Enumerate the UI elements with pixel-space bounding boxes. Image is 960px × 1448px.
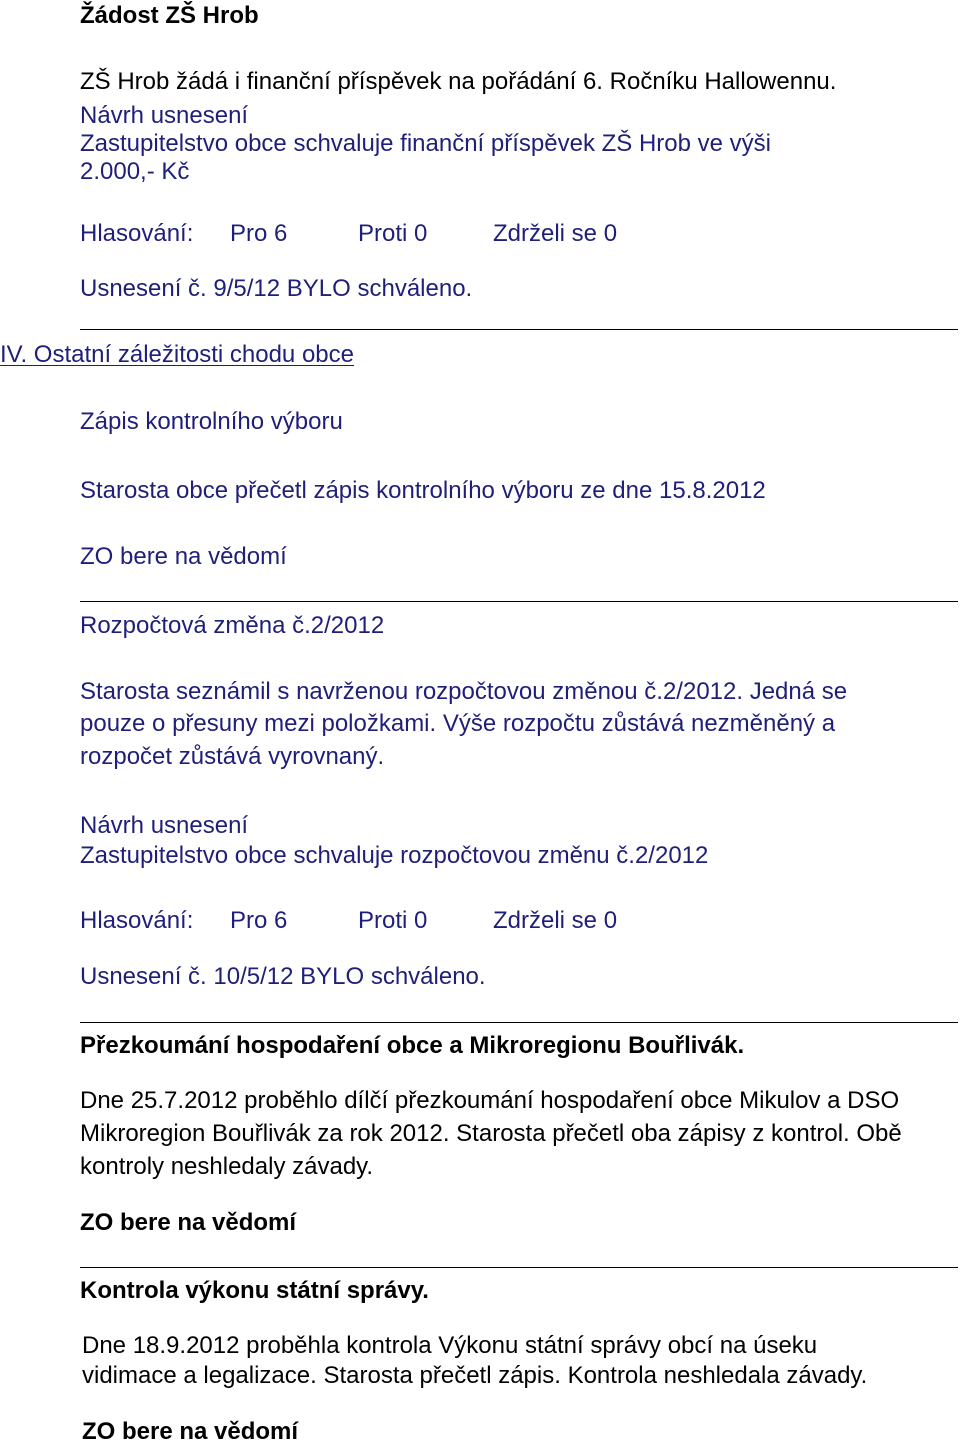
- proposal-label: Návrh usnesení: [80, 812, 249, 839]
- section-heading-rozpoctova-zmena: Rozpočtová změna č.2/2012: [80, 612, 385, 639]
- section-heading-prezkoumani: Přezkoumání hospodaření obce a Mikroregionu Bouřlivák.: [80, 1032, 745, 1059]
- proposal-text: 2.000,- Kč: [80, 158, 190, 185]
- divider: [80, 1267, 958, 1268]
- voting-label: Hlasování:: [80, 907, 194, 934]
- paragraph: Mikroregion Bouřlivák za rok 2012. Starosta přečetl oba zápisy z kontrol. Obě: [80, 1120, 902, 1147]
- divider: [80, 601, 958, 602]
- divider: [80, 329, 958, 330]
- vote-pro: Pro 6: [230, 220, 288, 247]
- paragraph: rozpočet zůstává vyrovnaný.: [80, 743, 385, 770]
- section-heading-zadost: Žádost ZŠ Hrob: [80, 2, 259, 29]
- proposal-text: Zastupitelstvo obce schvaluje rozpočtovou změnu č.2/2012: [80, 842, 709, 869]
- resolution-result: Usnesení č. 9/5/12 BYLO schváleno.: [80, 275, 473, 302]
- paragraph: Dne 25.7.2012 proběhlo dílčí přezkoumání hospodaření obce Mikulov a DSO: [80, 1087, 900, 1114]
- acknowledgement: ZO bere na vědomí: [80, 1209, 297, 1236]
- proposal-label: Návrh usnesení: [80, 102, 249, 129]
- paragraph: vidimace a legalizace. Starosta přečetl zápis. Kontrola neshledala závady.: [82, 1362, 868, 1389]
- subheading: Zápis kontrolního výboru: [80, 408, 343, 435]
- acknowledgement: ZO bere na vědomí: [82, 1418, 299, 1445]
- resolution-result: Usnesení č. 10/5/12 BYLO schváleno.: [80, 963, 486, 990]
- section-heading-ostatni: IV. Ostatní záležitosti chodu obce: [0, 341, 354, 368]
- paragraph: kontroly neshledaly závady.: [80, 1153, 374, 1180]
- acknowledgement: ZO bere na vědomí: [80, 543, 287, 570]
- vote-zdrzeli: Zdrželi se 0: [493, 220, 618, 247]
- paragraph: ZŠ Hrob žádá i finanční příspěvek na pořádání 6. Ročníku Hallowennu.: [80, 68, 837, 95]
- proposal-text: Zastupitelstvo obce schvaluje finanční příspěvek ZŠ Hrob ve výši: [80, 130, 771, 157]
- vote-proti: Proti 0: [358, 220, 428, 247]
- divider: [80, 1022, 958, 1023]
- vote-pro: Pro 6: [230, 907, 288, 934]
- paragraph: pouze o přesuny mezi položkami. Výše rozpočtu zůstává nezměněný a: [80, 710, 836, 737]
- paragraph: Starosta seznámil s navrženou rozpočtovou změnou č.2/2012. Jedná se: [80, 678, 848, 705]
- section-heading-kontrola: Kontrola výkonu státní správy.: [80, 1277, 429, 1304]
- voting-label: Hlasování:: [80, 220, 194, 247]
- vote-proti: Proti 0: [358, 907, 428, 934]
- vote-zdrzeli: Zdrželi se 0: [493, 907, 618, 934]
- paragraph: Starosta obce přečetl zápis kontrolního výboru ze dne 15.8.2012: [80, 477, 766, 504]
- paragraph: Dne 18.9.2012 proběhla kontrola Výkonu státní správy obcí na úseku: [82, 1332, 818, 1359]
